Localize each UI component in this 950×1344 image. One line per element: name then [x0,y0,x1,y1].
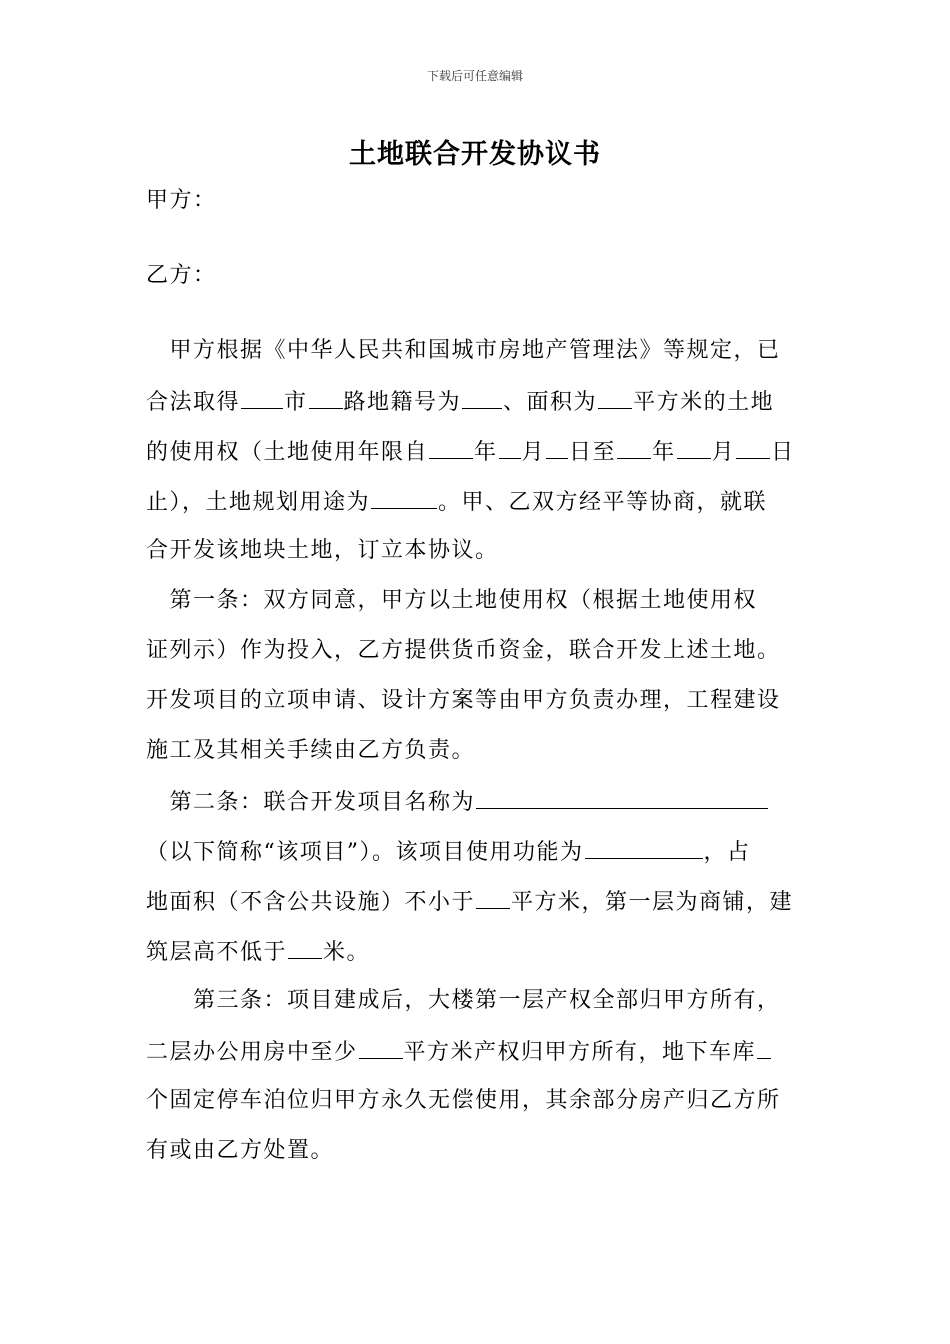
blank-end-month[interactable] [677,436,711,459]
article-1-line: 证列示）作为投入，乙方提供货币资金，联合开发上述土地。 [146,638,781,663]
paragraph-line: 止），土地规划用途为 。甲、乙双方经平等协商，就联 [146,486,767,518]
article-2-line: 第二条：联合开发项目名称为 [146,786,769,818]
header-note: 下载后可任意编辑 [426,69,523,83]
article-1-line: 第一条：双方同意，甲方以土地使用权（根据土地使用权 [146,588,758,613]
blank-end-year[interactable] [617,436,651,459]
blank-footprint-area[interactable] [476,886,510,909]
blank-start-day[interactable] [546,436,568,459]
blank-road[interactable] [309,386,343,409]
article-3-line: 第三条：项目建成后，大楼第一层产权全部归甲方所有， [146,988,781,1013]
article-3-line: 二层办公用房中至少 平方米产权归甲方所有，地下车库 [146,1036,772,1068]
blank-city[interactable] [241,386,283,409]
blank-project-name[interactable] [476,786,768,809]
article-2-line: （以下简称“该项目”）。该项目使用功能为 ，占 [146,836,751,868]
paragraph-line: 甲方根据《中华人民共和国城市房地产管理法》等规定，已 [146,338,781,363]
party-a-label: 甲方： [146,188,217,213]
article-2-line: 地面积（不含公共设施）不小于 平方米，第一层为商铺，建 [146,886,793,918]
blank-start-year[interactable] [429,436,473,459]
blank-start-month[interactable] [499,436,521,459]
paragraph-line: 合法取得 市 路地籍号为 、面积为 平方米的土地 [146,386,774,418]
paragraph-line: 合开发该地块土地，订立本协议。 [146,538,499,563]
blank-project-function[interactable] [585,836,703,859]
article-3-line: 有或由乙方处置。 [146,1138,335,1163]
document-title: 土地联合开发协议书 [349,139,601,170]
blank-office-area[interactable] [359,1036,403,1059]
paragraph-line: 的使用权（土地使用年限自 年 月 日至 年 月 日 [146,436,795,468]
blank-end-day[interactable] [736,436,770,459]
article-1-line: 施工及其相关手续由乙方负责。 [146,738,476,763]
article-2-line: 筑层高不低于 米。 [146,936,370,968]
blank-land-use[interactable] [371,486,437,509]
article-3-line: 个固定停车泊位归甲方永久无偿使用，其余部分房产归乙方所 [146,1088,781,1113]
blank-parking-count[interactable] [757,1036,771,1059]
blank-parcel-no[interactable] [462,386,502,409]
party-b-label: 乙方： [146,263,217,288]
blank-area[interactable] [598,386,632,409]
article-1-line: 开发项目的立项申请、设计方案等由甲方负责办理，工程建设 [146,688,781,713]
blank-floor-height[interactable] [288,936,322,959]
